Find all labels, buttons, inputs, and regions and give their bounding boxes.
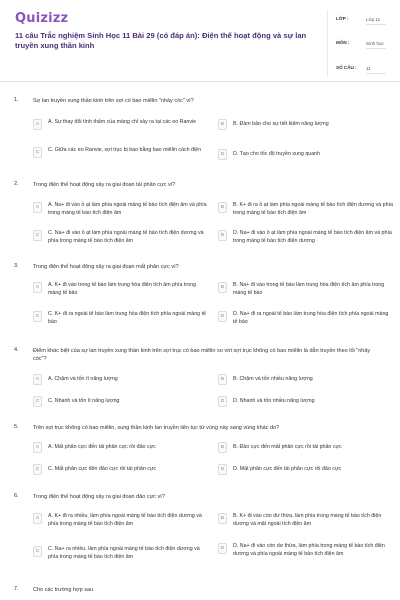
- option-text: A. Mất phân cực đến tái phân cực rồi đảo cực: [48, 444, 156, 450]
- meta-subject-label: MÔN :: [336, 40, 350, 45]
- option-letter: B: [218, 202, 227, 213]
- option-text: B. Đảo cực đến mất phân cực rồi tái phân cực: [233, 444, 342, 450]
- option-letter: A: [33, 513, 42, 524]
- option-text: B. Chậm và tốn nhiều năng lượng: [233, 376, 313, 382]
- option-text: A. Sự thay đổi tính thấm của màng chỉ xảy ra tại các eo Ranvie: [48, 119, 197, 125]
- option-text: A. K+ đi ra nhiều, làm phía ngoài màng tế bào tích điện dương và phía trong màng tế bào tích điện âm: [48, 513, 202, 527]
- option-text: C. Mất phân cực đến đảo cực rồi tái phân cực: [48, 466, 157, 472]
- option-letter: B: [218, 374, 227, 385]
- option-letter: C: [33, 311, 42, 322]
- question-text: Trong điện thế hoạt động xảy ra giai đoạn tái phân cực vì?: [33, 182, 176, 188]
- option-text: D. Na+ đi vào còn dư thừa, làm phía trong màng tế bào tích điện dương và phía ngoài màng tế bào tích điện âm: [233, 543, 385, 557]
- option-letter: C: [33, 396, 42, 407]
- question-number: 5.: [14, 424, 19, 430]
- meta-count-value: 11: [366, 65, 386, 74]
- option-letter: B: [218, 513, 227, 524]
- option-text: D. Na+ đi ra ngoài tế bào làm trung hòa điện tích phía ngoài màng tế bào: [233, 311, 389, 325]
- option-letter: D: [218, 396, 227, 407]
- option-text: B. Na+ đi vào trong tế bào làm trung hòa điện tích âm phía trong màng tế bào: [233, 282, 385, 296]
- option-letter: A: [33, 442, 42, 453]
- option-text: C. Na+ đi vào ồ ạt làm phía ngoài màng tế bào tích điện dương và phía trong màng tế bào tích điện âm: [48, 230, 204, 244]
- option-letter: A: [33, 282, 42, 293]
- option-letter: A: [33, 119, 42, 130]
- option-letter: B: [218, 442, 227, 453]
- option-text: D. Mất phân cực đến tái phân cực rồi đảo cực: [233, 466, 342, 472]
- question-text: Cho các trường hợp sau: [33, 587, 94, 593]
- option-letter: D: [218, 311, 227, 322]
- option-letter: D: [218, 230, 227, 241]
- question-number: 3.: [14, 263, 19, 269]
- worksheet-header: [0, 0, 400, 82]
- option-text: B. Đảm bảo cho sự tiết kiệm năng lượng: [233, 121, 329, 127]
- option-letter: A: [33, 202, 42, 213]
- option-text: A. Na+ đi vào ồ ạt làm phía ngoài màng tế bào tích điện âm và phía trong màng tế bào tích điện âm: [48, 202, 207, 216]
- option-letter: D: [218, 543, 227, 554]
- option-letter: D: [218, 149, 227, 160]
- option-text: C. K+ đi ra ngoài tế bào làm trung hòa điện tích phía ngoài màng tế bào: [48, 311, 206, 325]
- meta-count-label: SỐ CÂU :: [336, 65, 357, 70]
- question-text: Sự lan truyền xung thần kinh trên sợi có bao miêlin "nhảy cóc" vì?: [33, 98, 194, 104]
- question-number: 2.: [14, 181, 19, 187]
- quizizz-logo: Quizizz: [15, 11, 69, 26]
- worksheet-title: 11 câu Trắc nghiệm Sinh Học 11 Bài 29 (có đáp án): Điện thế hoạt động và sự lan truyền xung thần kinh: [15, 31, 307, 50]
- meta-grade: [334, 16, 392, 36]
- option-text: A. Chậm và tốn ít năng lượng: [48, 376, 118, 382]
- meta-count: [334, 65, 392, 85]
- meta-grade-label: LỚP :: [336, 16, 349, 21]
- meta-grade-value: Lớp 11: [366, 16, 386, 25]
- meta-subject: [334, 40, 392, 60]
- question-text: Điểm khác biệt của sự lan truyền xung thần kinh trên sợi trục có bao miêlin so với sợi trục không có bao miêlin là dẫn truyền theo lối "nhảy cóc"?: [33, 348, 371, 362]
- option-text: D. Na+ đi vào ồ ạt làm phía ngoài màng tế bào tích điện âm và phía trong màng tế bào tích điện dương: [233, 230, 392, 244]
- option-text: C. Nhanh và tốn ít năng lượng: [48, 398, 120, 404]
- option-text: D. Nhanh và tốn nhiều năng lượng: [233, 398, 315, 404]
- worksheet-meta: [327, 10, 391, 76]
- option-text: B. K+ đi ra ồ ạt làm phía ngoài màng tế bào tích điện dương và phía trong màng tế bào tích điện âm: [233, 202, 393, 216]
- option-letter: B: [218, 119, 227, 130]
- option-letter: C: [33, 147, 42, 158]
- question-text: Trong điện thế hoạt động xảy ra giai đoạn mất phân cực vì?: [33, 264, 179, 270]
- option-letter: B: [218, 282, 227, 293]
- option-text: D. Tạo cho tốc độ truyền xung quanh: [233, 151, 321, 157]
- option-letter: C: [33, 464, 42, 475]
- option-text: C. Na+ ra nhiều, làm phía ngoài màng tế bào tích điện dương và phía trong màng tế bào tích điện âm: [48, 546, 200, 560]
- option-letter: C: [33, 546, 42, 557]
- question-number: 1.: [14, 97, 19, 103]
- question-number: 4.: [14, 347, 19, 353]
- question-text: Trong điện thế hoạt động xảy ra giai đoạn đảo cực vì?: [33, 494, 165, 500]
- option-text: C. Giữa các eo Ranvie, sợi trục bị bao bằng bao miêlin cách điện: [48, 147, 202, 153]
- question-number: 7.: [14, 586, 19, 592]
- option-letter: D: [218, 464, 227, 475]
- question-text: Trên sợi trục không có bao miêlin, xung thần kinh lan truyền liên tục từ vùng này sang vùng khác do?: [33, 425, 280, 431]
- meta-subject-value: Sinh học: [366, 40, 386, 49]
- option-text: A. K+ đi vào trong tế bào làm trung hòa điện tích âm phía trong màng tế bào: [48, 282, 196, 296]
- question-number: 6.: [14, 493, 19, 499]
- option-letter: C: [33, 230, 42, 241]
- option-text: B. K+ đi vào còn dư thừa, làm phía trong màng tế bào tích điện dương và mặt ngoài tích điện âm: [233, 513, 382, 527]
- option-letter: A: [33, 374, 42, 385]
